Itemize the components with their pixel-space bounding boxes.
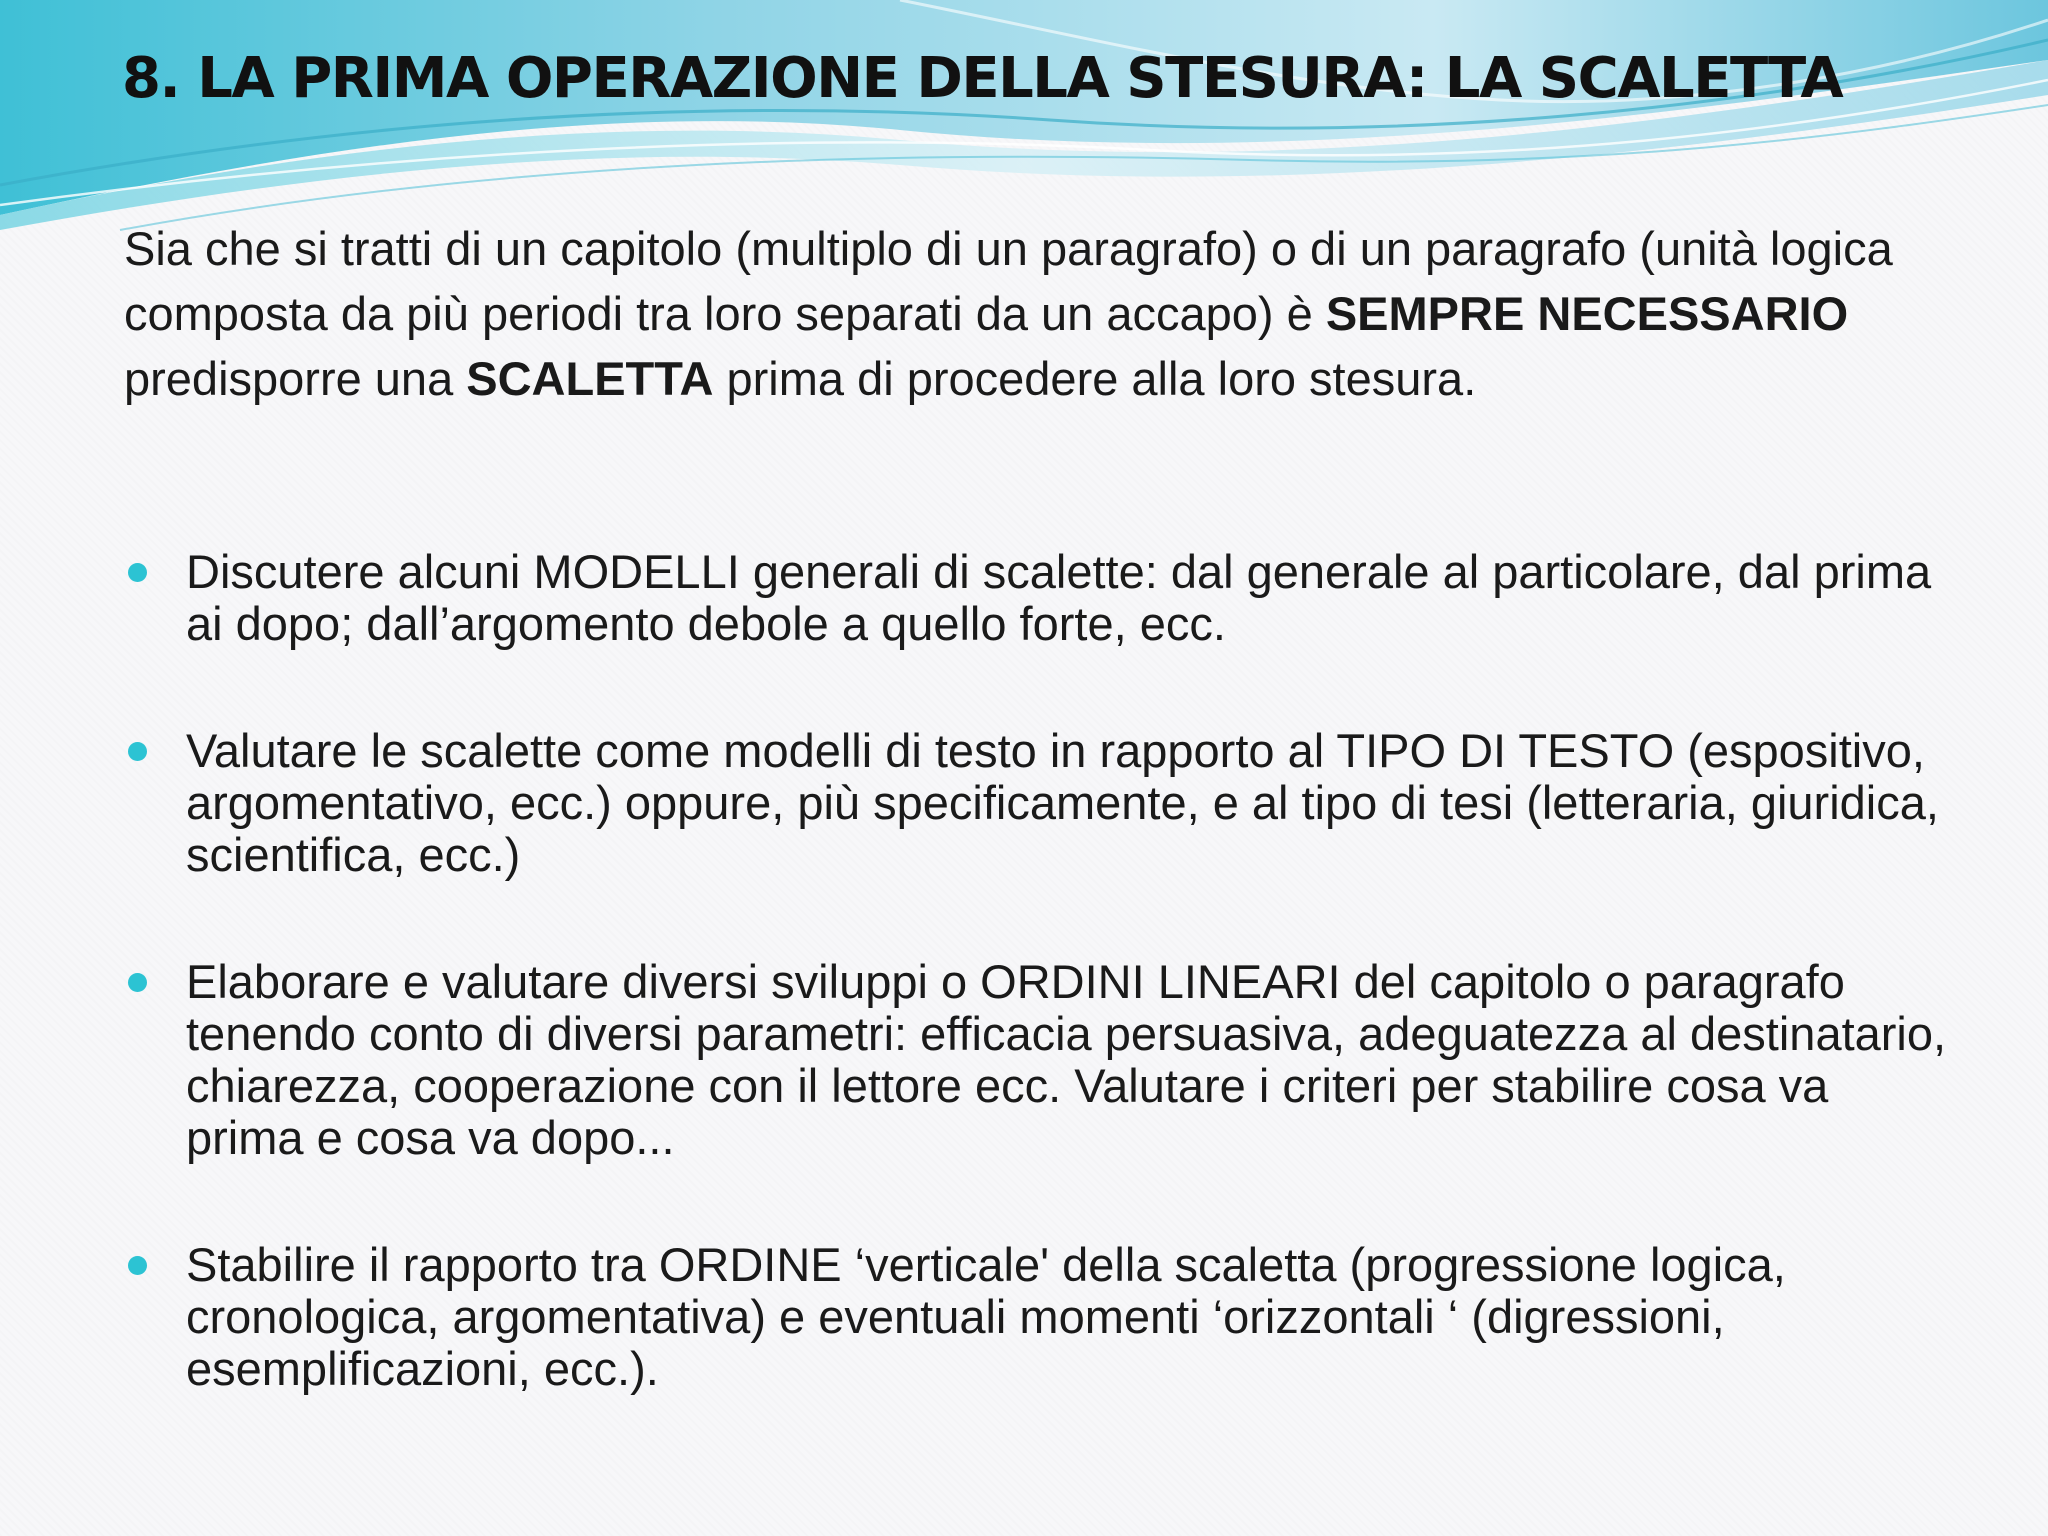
bullet-list — [124, 546, 1954, 1470]
bullet-text: Discutere alcuni MODELLI generali di scalette: dal generale al particolare, dal prima ai dopo; dall’argomento debole a quello forte, ecc. — [186, 545, 1932, 650]
intro-bold-scaletta: SCALETTA — [466, 352, 714, 405]
bullet-text: Elaborare e valutare diversi sviluppi o ORDINI LINEARI del capitolo o paragrafo tenendo conto di diversi parametri: efficacia persuasiva, adeguatezza al destinatario, chiarezza, cooperazione con il lettore ecc. Valutare i criteri per stabilire cosa va prima e cosa va dopo... — [186, 955, 1947, 1164]
list-item — [124, 546, 1954, 650]
bullet-text: Stabilire il rapporto tra ORDINE ‘verticale' della scaletta (progressione logica, cronologica, argomentativa) e eventuali momenti ‘orizzontali ‘ (digressioni, esemplificazioni, ecc.). — [186, 1238, 1786, 1395]
slide-title: 8. LA PRIMA OPERAZIONE DELLA STESURA: LA SCALETTA — [122, 46, 1843, 111]
list-item — [124, 956, 1954, 1164]
bullet-text: Valutare le scalette come modelli di testo in rapporto al TIPO DI TESTO (espositivo, argomentativo, ecc.) oppure, più specificamente, e al tipo di tesi (letteraria, giuridica, scientifica, ecc.) — [186, 724, 1939, 881]
list-item — [124, 1239, 1954, 1395]
bullet-dot-icon — [128, 1256, 147, 1275]
bullet-dot-icon — [128, 742, 147, 761]
intro-bold-sempre-necessario: SEMPRE NECESSARIO — [1325, 287, 1849, 340]
bullet-dot-icon — [128, 563, 147, 582]
list-item — [124, 725, 1954, 881]
intro-paragraph — [124, 216, 1944, 411]
bullet-dot-icon — [128, 973, 147, 992]
intro-text-3: prima di procedere alla loro stesura. — [713, 352, 1477, 405]
intro-text-1: Sia che si tratti di un capitolo (multiplo di un paragrafo) o di un paragrafo (unità logica composta da più periodi tra loro separati da un accapo) è — [124, 222, 1893, 340]
intro-text-2: predisporre una — [124, 352, 467, 405]
